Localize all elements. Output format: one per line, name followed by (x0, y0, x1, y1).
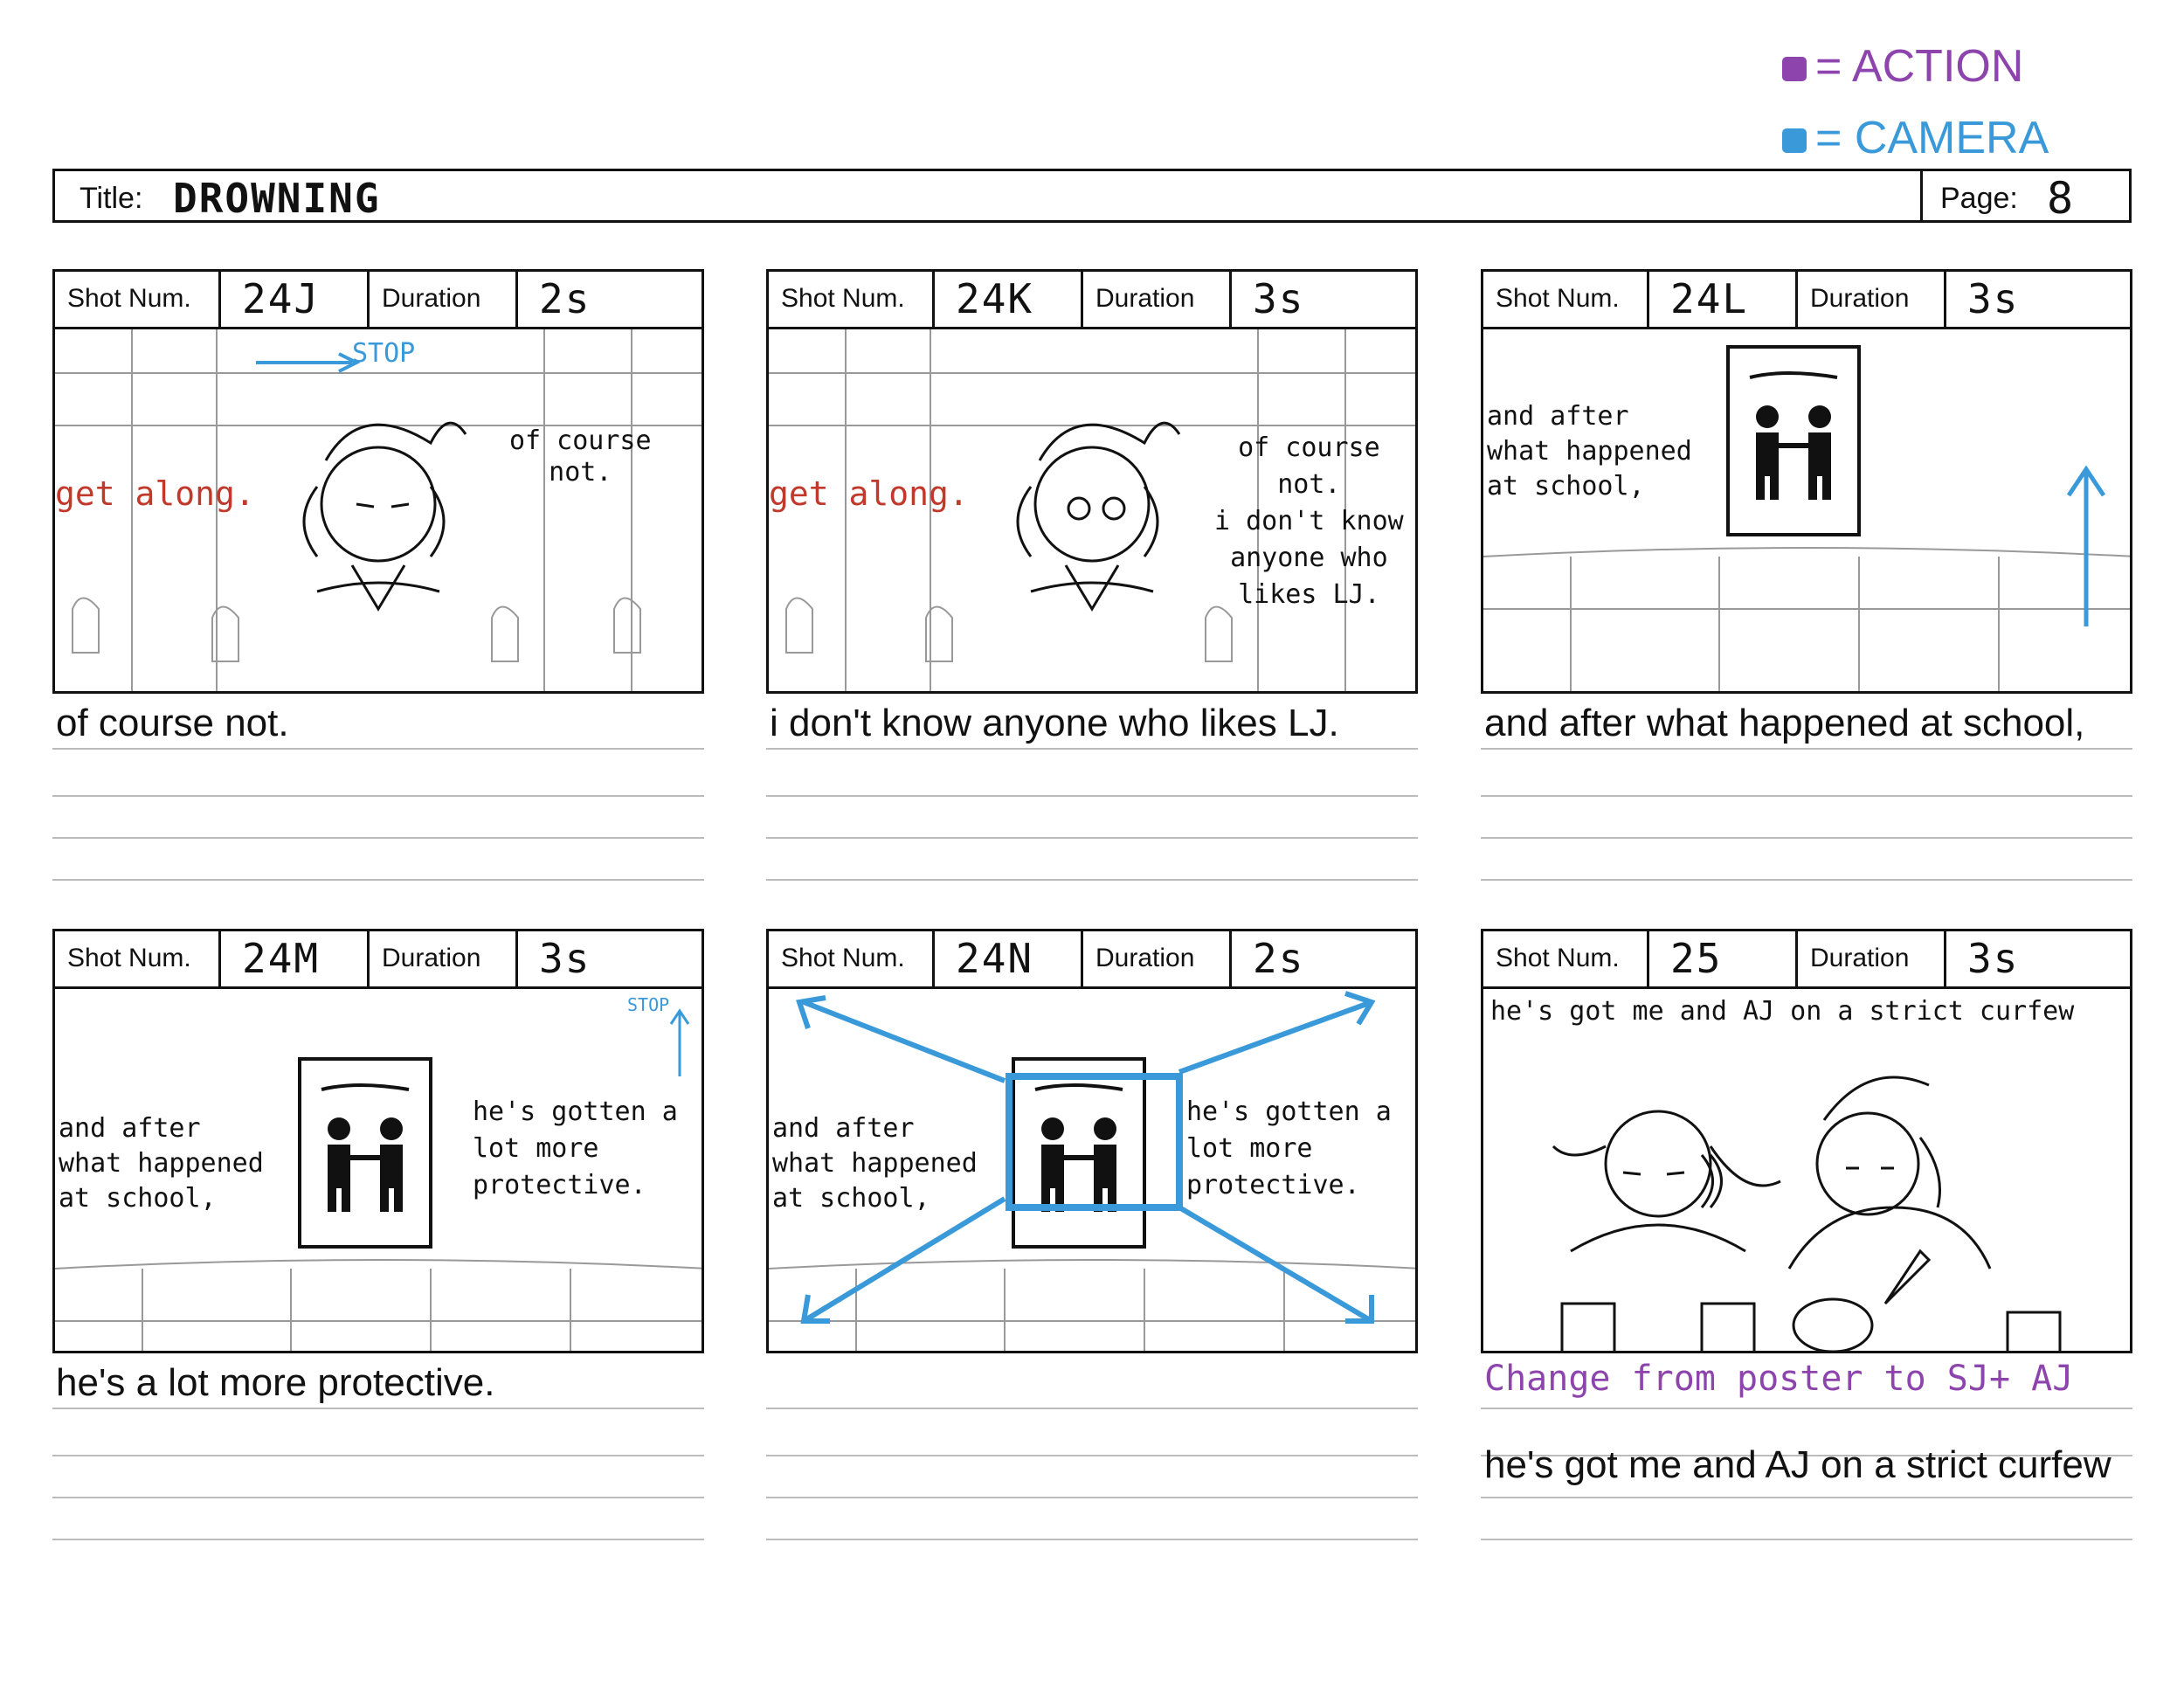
legend-camera (1782, 112, 2049, 164)
legend-camera-label: = CAMERA (1815, 113, 2049, 163)
poster-outline (1728, 347, 1859, 535)
title-label: Title: (79, 182, 143, 215)
caption-lines (766, 1353, 1418, 1528)
duration-value: 3s (1967, 275, 2020, 322)
panel-header (52, 929, 704, 986)
caption: and after what happened at school, (1484, 702, 2085, 744)
rule (766, 795, 1418, 797)
poster-outline (300, 1059, 431, 1247)
page-label: Page: (1940, 182, 2018, 215)
caption-lines (52, 1353, 704, 1528)
rule (1481, 1408, 2132, 1409)
duration-value: 2s (539, 275, 591, 322)
caption-lines (766, 694, 1418, 868)
rule (52, 879, 704, 881)
rule (52, 1539, 704, 1540)
panel-24n (766, 929, 1418, 1528)
shot-num-value: 24K (935, 272, 1083, 327)
shot-num-label: Shot Num. (1483, 272, 1649, 327)
panel-frame (52, 986, 704, 1353)
shot-num-label: Shot Num. (769, 272, 935, 327)
rule (766, 837, 1418, 839)
caption-lines (1481, 694, 2132, 868)
shot-num-value: 24N (935, 931, 1083, 986)
title-divider (1920, 171, 1923, 220)
camera-arrow-up (2069, 469, 2104, 626)
rule (52, 1497, 704, 1498)
rule (52, 1408, 704, 1409)
duration-value: 3s (539, 935, 591, 982)
rule (52, 837, 704, 839)
red-note: get along. (769, 474, 969, 513)
purple-square-icon (1782, 57, 1807, 81)
dialogue-note: and after what happened at school, (772, 1113, 978, 1214)
dialogue-note: and after what happened at school, (1487, 401, 1692, 502)
rule (1481, 795, 2132, 797)
shot-num-label: Shot Num. (55, 931, 221, 986)
panel-24j (52, 269, 704, 868)
shot-num-label: Shot Num. (1483, 931, 1649, 986)
rule (52, 795, 704, 797)
rule (1481, 748, 2132, 750)
shot-num-label: Shot Num. (769, 931, 935, 986)
shot-num-value: 24L (1649, 272, 1798, 327)
rule (1481, 1539, 2132, 1540)
caption-lines (1481, 1353, 2132, 1528)
action-note: Change from poster to SJ+ AJ (1484, 1359, 2074, 1399)
panel-frame (766, 327, 1418, 694)
caption: i don't know anyone who likes LJ. (770, 702, 1339, 744)
dialogue-note-2: he's gotten a lot more protective. (473, 1097, 678, 1200)
title-bar (52, 169, 2132, 223)
legend-action (1782, 40, 2023, 93)
panel-frame (52, 327, 704, 694)
poster-outline (1013, 1059, 1144, 1247)
dialogue-note: and after what happened at school, (59, 1113, 264, 1214)
panel-24k (766, 269, 1418, 868)
duration-value: 3s (1253, 275, 1305, 322)
rule (766, 748, 1418, 750)
camera-arrow-up (671, 1011, 688, 1076)
rule (766, 1539, 1418, 1540)
duration-value: 2s (1253, 935, 1305, 982)
caption: he's got me and AJ on a strict curfew (1484, 1443, 2111, 1486)
rule (766, 1408, 1418, 1409)
blue-square-icon (1782, 128, 1807, 153)
duration-label: Duration (1083, 931, 1232, 986)
sketch-two-characters (1483, 989, 2132, 1353)
panel-header (52, 269, 704, 327)
rule (1481, 837, 2132, 839)
duration-label: Duration (1798, 931, 1946, 986)
panel-header (1481, 929, 2132, 986)
rule (1481, 1497, 2132, 1498)
title-value: DROWNING (173, 175, 381, 222)
sketch-poster (1483, 329, 2132, 694)
rule (52, 748, 704, 750)
duration-label: Duration (1798, 272, 1946, 327)
panel-25 (1481, 929, 2132, 1528)
camera-stop-note: STOP (352, 338, 416, 369)
panel-frame (1481, 986, 2132, 1353)
caption: of course not. (56, 702, 289, 744)
duration-label: Duration (1083, 272, 1232, 327)
character-sketch (1018, 423, 1179, 609)
legend-action-label: = ACTION (1815, 41, 2024, 92)
panel-header (766, 269, 1418, 327)
panel-24m (52, 929, 704, 1528)
rule (766, 1455, 1418, 1456)
dialogue-note-2: he's gotten a lot more protective. (1186, 1097, 1392, 1200)
page-number: 8 (2047, 173, 2074, 224)
caption-lines (52, 694, 704, 868)
rule (52, 1455, 704, 1456)
rule (1481, 879, 2132, 881)
dialogue-note: of course not. (509, 425, 652, 488)
dialogue-note: he's got me and AJ on a strict curfew (1490, 996, 2075, 1027)
shot-num-label: Shot Num. (55, 272, 221, 327)
dialogue-note: of course not. i don't know anyone who likes LJ. (1214, 432, 1404, 610)
red-note: get along. (55, 474, 255, 513)
duration-label: Duration (370, 272, 518, 327)
camera-stop-note: STOP (627, 994, 670, 1015)
duration-label: Duration (370, 931, 518, 986)
panel-header (766, 929, 1418, 986)
duration-value: 3s (1967, 935, 2020, 982)
character-sketch (304, 423, 466, 609)
panel-header (1481, 269, 2132, 327)
caption: he's a lot more protective. (56, 1361, 495, 1404)
rule (766, 1497, 1418, 1498)
shot-num-value: 25 (1649, 931, 1798, 986)
shot-num-value: 24M (221, 931, 370, 986)
two-people-icon (1041, 1117, 1116, 1212)
panel-frame (766, 986, 1418, 1353)
panel-24l (1481, 269, 2132, 868)
rule (766, 879, 1418, 881)
two-people-icon (328, 1117, 403, 1212)
panel-frame (1481, 327, 2132, 694)
two-people-icon (1756, 405, 1831, 500)
shot-num-value: 24J (221, 272, 370, 327)
